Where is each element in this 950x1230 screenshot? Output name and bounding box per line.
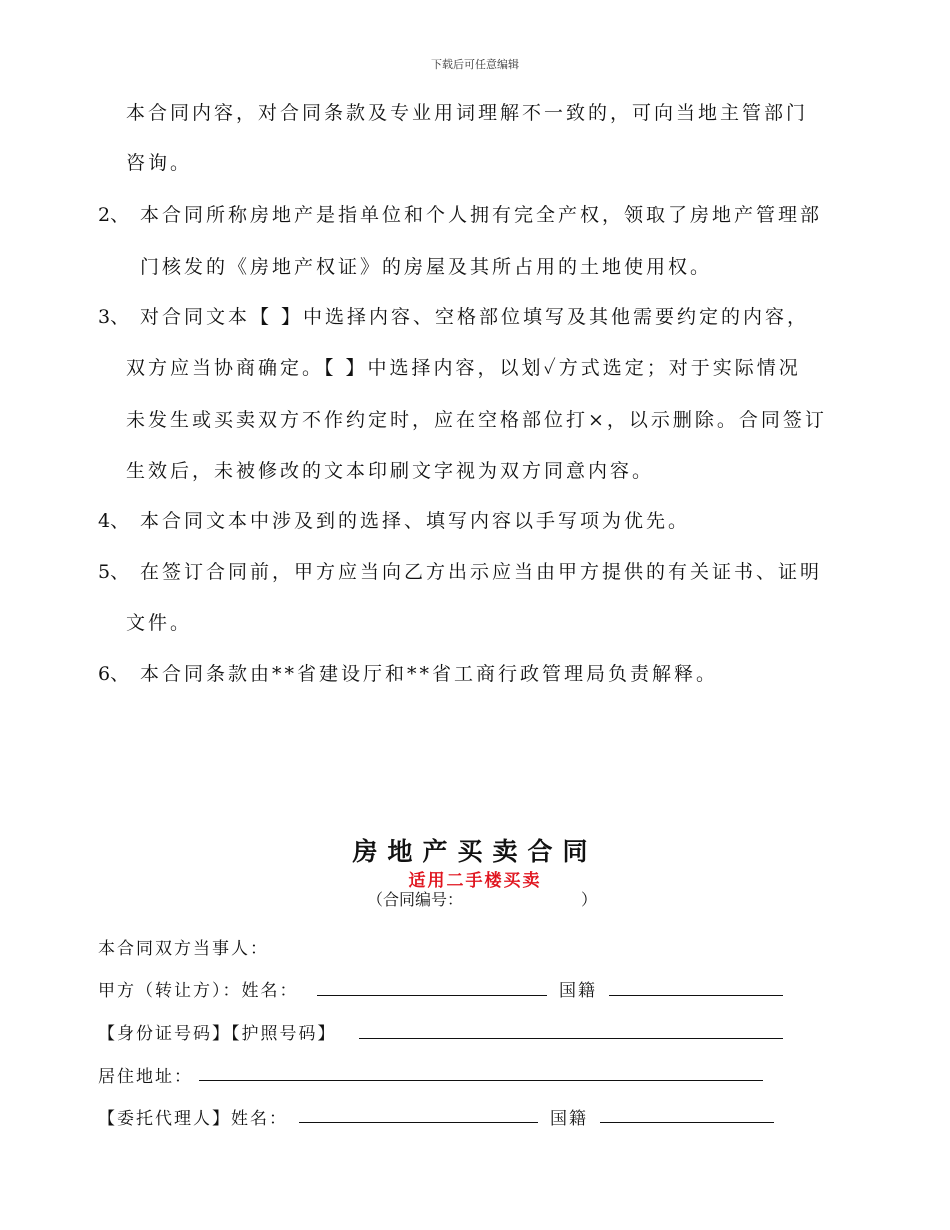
agent-nationality-label: 国籍 <box>550 1109 588 1129</box>
address-label: 居住地址： <box>98 1067 193 1087</box>
clause-6-line-1: 本合同条款由**省建设厅和**省工商行政管理局负责解释。 <box>140 663 719 685</box>
agent-nationality-field[interactable] <box>600 1122 774 1123</box>
clause-2-line-1: 本合同所称房地产是指单位和个人拥有完全产权，领取了房地产管理部 <box>140 204 823 226</box>
party-a-nationality-label: 国籍 <box>559 981 597 1001</box>
id-number-field[interactable] <box>359 1038 783 1039</box>
clause-4-line-1: 本合同文本中涉及到的选择、填写内容以手写项为优先。 <box>140 510 691 532</box>
party-a-name-label: 甲方（转让方）：姓名： <box>98 981 299 1001</box>
clause-5-line-2: 文件。 <box>126 612 193 634</box>
agent-name-label: 【委托代理人】姓名： <box>98 1109 288 1129</box>
contract-number-close: ） <box>581 890 598 909</box>
contract-number-label: （合同编号： <box>367 890 464 909</box>
clause-3-line-4: 生效后，未被修改的文本印刷文字视为双方同意内容。 <box>126 460 655 482</box>
clause-1-line-1: 本合同内容，对合同条款及专业用词理解不一致的，可向当地主管部门 <box>126 102 809 124</box>
contract-number <box>367 887 598 910</box>
agent-name-field[interactable] <box>299 1122 538 1123</box>
parties-label: 本合同双方当事人： <box>98 939 269 959</box>
clause-5-number: 5、 <box>98 561 130 583</box>
clause-2-number: 2、 <box>98 204 130 226</box>
party-a-name-field[interactable] <box>317 995 547 996</box>
clause-3-number: 3、 <box>98 306 130 328</box>
clause-6-number: 6、 <box>98 663 130 685</box>
address-field[interactable] <box>199 1080 763 1081</box>
clause-1-line-2: 咨询。 <box>126 152 193 174</box>
clause-3-line-2: 双方应当协商确定。【 】中选择内容，以划✓方式选定；对于实际情况 <box>126 357 801 379</box>
page-header: 下载后可任意编辑 <box>431 58 519 71</box>
clause-3-line-1: 对合同文本【 】中选择内容、空格部位填写及其他需要约定的内容， <box>140 306 810 328</box>
clause-2-line-2: 门核发的《房地产权证》的房屋及其所占用的土地使用权。 <box>140 256 713 278</box>
clause-5-line-1: 在签订合同前，甲方应当向乙方出示应当由甲方提供的有关证书、证明 <box>140 561 823 583</box>
party-a-nationality-field[interactable] <box>609 995 783 996</box>
id-number-label: 【身份证号码】【护照号码】 <box>98 1024 337 1044</box>
clause-4-number: 4、 <box>98 510 130 532</box>
contract-title: 房地产买卖合同 <box>352 837 598 866</box>
contract-subtitle: 适用二手楼买卖 <box>408 871 542 891</box>
clause-3-line-3: 未发生或买卖双方不作约定时，应在空格部位打×，以示删除。合同签订 <box>126 409 827 431</box>
